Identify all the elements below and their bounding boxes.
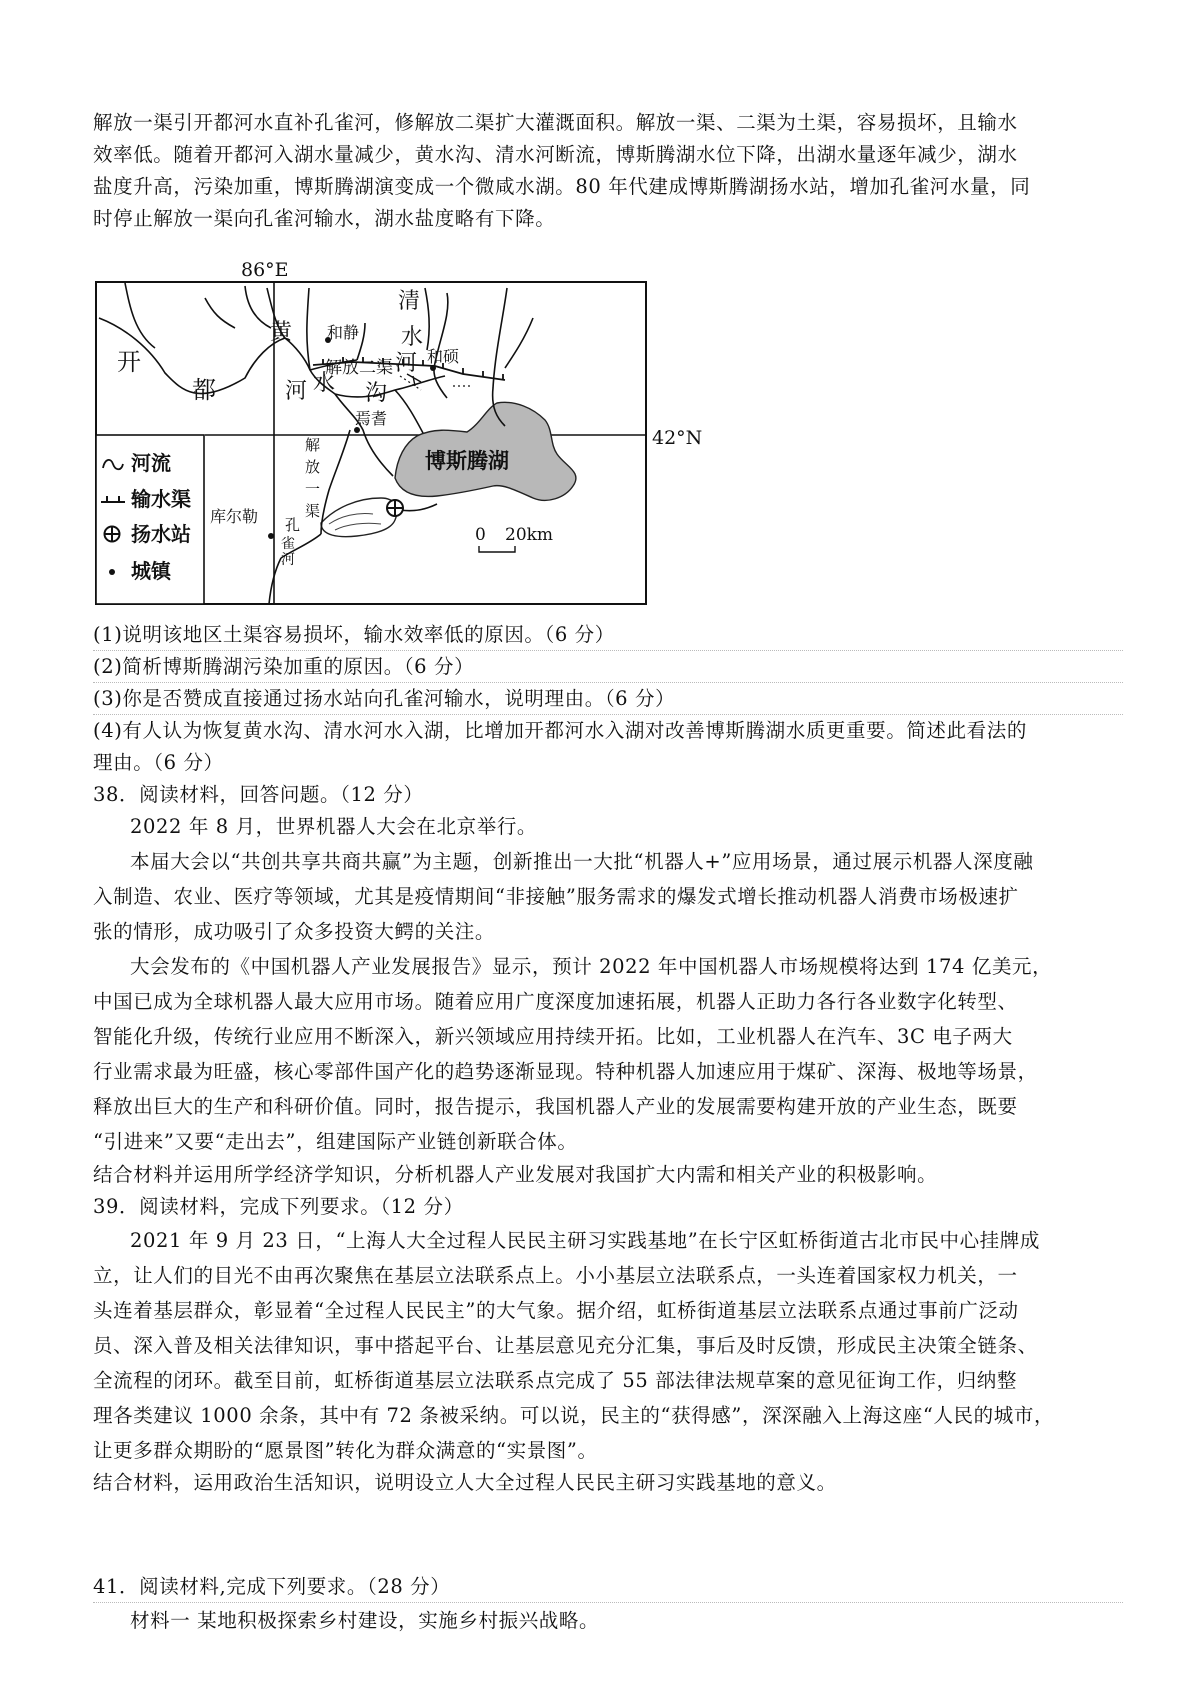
question-4-cont: 理由。（6 分） [93, 751, 224, 774]
q39-para: 头连着基层群众，彰显着“全过程人民民主”的大气象。据介绍，虹桥街道基层立法联系点通过事前广泛动 [93, 1299, 1019, 1322]
river-huangshuigou-char: 水 [313, 371, 336, 396]
place-korla: 库尔勒 [210, 507, 259, 526]
question-3: (3)你是否赞成直接通过扬水站向孔雀河输水，说明理由。（6 分） [93, 684, 1123, 715]
q41-title: 41．阅读材料,完成下列要求。（28 分） [93, 1572, 1123, 1603]
q38-para: 智能化升级，传统行业应用不断深入，新兴领域应用持续开拓。比如，工业机器人在汽车、3C 电子两大 [93, 1025, 1013, 1048]
legend-town-icon [109, 569, 115, 575]
river-kaidu-char: 都 [192, 376, 216, 404]
scale-label: 20km [505, 525, 554, 545]
q38-para: 入制造、农业、医疗等领域，尤其是疫情期间“非接触”服务需求的爆发式增长推动机器人消费市场极速扩 [93, 885, 1019, 908]
q38-title: 38．阅读材料，回答问题。（12 分） [93, 783, 424, 806]
question-1: (1)说明该地区土渠容易损坏，输水效率低的原因。（6 分） [93, 620, 1123, 651]
river-huangshui-char: 河 [285, 379, 308, 404]
town-korla-icon [268, 533, 274, 539]
canal-jiefang1-char: 放 [305, 458, 321, 476]
scale-zero: 0 [475, 525, 486, 545]
river-qingshui-char: 水 [401, 325, 424, 350]
q41-para: 材料一 某地积极探索乡村建设，实施乡村振兴战略。 [130, 1609, 600, 1632]
q38-para: 本届大会以“共创共享共商共赢”为主题，创新推出一大批“机器人+”应用场景，通过展示机器人深度融 [130, 850, 1034, 873]
river-kongque-char: 河 [281, 552, 295, 568]
question-4: (4)有人认为恢复黄水沟、清水河水入湖，比增加开都河水入湖对改善博斯腾湖水质更重要。简述此看法的 [93, 719, 1027, 742]
canal-jiefang1-char: 一 [305, 480, 321, 498]
q39-para: 全流程的闭环。截至目前，虹桥街道基层立法联系点完成了 55 部法律法规草案的意见征询工作，归纳整 [93, 1369, 1018, 1392]
lake-label: 博斯腾湖 [425, 448, 509, 473]
q39-para: 立，让人们的目光不由再次聚焦在基层立法联系点上。小小基层立法联系点，一头连着国家权力机关，一 [93, 1264, 1018, 1287]
place-hejing: 和静 [327, 323, 360, 342]
river-kongque-char: 孔 [285, 516, 301, 534]
legend-canal-label: 输水渠 [131, 487, 191, 511]
q38-para: 2022 年 8 月，世界机器人大会在北京举行。 [130, 815, 538, 838]
q39-para: 让更多群众期盼的“愿景图”转化为群众满意的“实景图”。 [93, 1439, 598, 1462]
river-kongque-char: 雀 [281, 536, 295, 552]
river-qingshui-char: 河 [395, 351, 418, 376]
legend-town-label: 城镇 [131, 559, 171, 583]
river-kaidu-char: 开 [117, 348, 141, 376]
q38-task: 结合材料并运用所学经济学知识，分析机器人产业发展对我国扩大内需和相关产业的积极影响。 [93, 1163, 938, 1186]
canal-jiefang1-char: 渠 [305, 502, 321, 520]
canal-jiefang2-label: 解放二渠 [325, 358, 393, 378]
river-huangshuigou-char: 沟 [365, 381, 388, 406]
q39-task: 结合材料，运用政治生活知识，说明设立人大全过程人民民主研习实践基地的意义。 [93, 1471, 837, 1494]
q39-title: 39．阅读材料，完成下列要求。（12 分） [93, 1195, 464, 1218]
place-heshuo: 和硕 [427, 347, 460, 366]
intro-line: 解放一渠引开都河水直补孔雀河，修解放二渠扩大灌溉面积。解放一渠、二渠为土渠，容易损坏，且输水 [93, 111, 1018, 134]
intro-line: 盐度升高，污染加重，博斯腾湖演变成一个微咸水湖。80 年代建成博斯腾湖扬水站，增加孔雀河水量，同 [93, 175, 1031, 198]
intro-line: 时停止解放一渠向孔雀河输水，湖水盐度略有下降。 [93, 207, 556, 230]
river-qingshui-char: 清 [398, 289, 421, 314]
q38-para: 大会发布的《中国机器人产业发展报告》显示，预计 2022 年中国机器人市场规模将达到 174 亿美元， [130, 955, 1053, 978]
q38-para: 释放出巨大的生产和科研价值。同时，报告提示，我国机器人产业的发展需要构建开放的产业生态，既要 [93, 1095, 1018, 1118]
bosten-lake-map [95, 258, 703, 608]
q38-para: 张的情形，成功吸引了众多投资大鳄的关注。 [93, 920, 496, 943]
legend-pump-label: 扬水站 [131, 522, 191, 546]
latitude-label: 42°N [652, 427, 703, 449]
q39-para: 员、深入普及相关法律知识，事中搭起平台、让基层意见充分汇集，事后及时反馈，形成民主决策全链条、 [93, 1334, 1038, 1357]
q39-para: 2021 年 9 月 23 日，“上海人大全过程人民民主研习实践基地”在长宁区虹桥街道古北市民中心挂牌成 [130, 1229, 1040, 1252]
q38-para: 中国已成为全球机器人最大应用市场。随着应用广度深度加速拓展，机器人正助力各行各业数字化转型、 [93, 990, 1018, 1013]
question-2: (2)简析博斯腾湖污染加重的原因。（6 分） [93, 652, 1123, 683]
longitude-label: 86°E [241, 259, 289, 281]
canal-jiefang1-char: 解 [305, 436, 321, 454]
river-huangshui-char: 黄 [270, 320, 293, 345]
legend-river-label: 河流 [131, 451, 171, 475]
intro-line: 效率低。随着开都河入湖水量减少，黄水沟、清水河断流，博斯腾湖水位下降，出湖水量逐年减少，湖水 [93, 143, 1018, 166]
place-yanqi: 焉耆 [355, 409, 388, 428]
q39-para: 理各类建议 1000 余条，其中有 72 条被采纳。可以说，民主的“获得感”，深深融入上海这座“人民的城市， [93, 1404, 1055, 1427]
q38-para: 行业需求最为旺盛，核心零部件国产化的趋势逐渐显现。特种机器人加速应用于煤矿、深海、极地等场景， [93, 1060, 1038, 1083]
q38-para: “引进来”又要“走出去”，组建国际产业链创新联合体。 [93, 1130, 578, 1153]
